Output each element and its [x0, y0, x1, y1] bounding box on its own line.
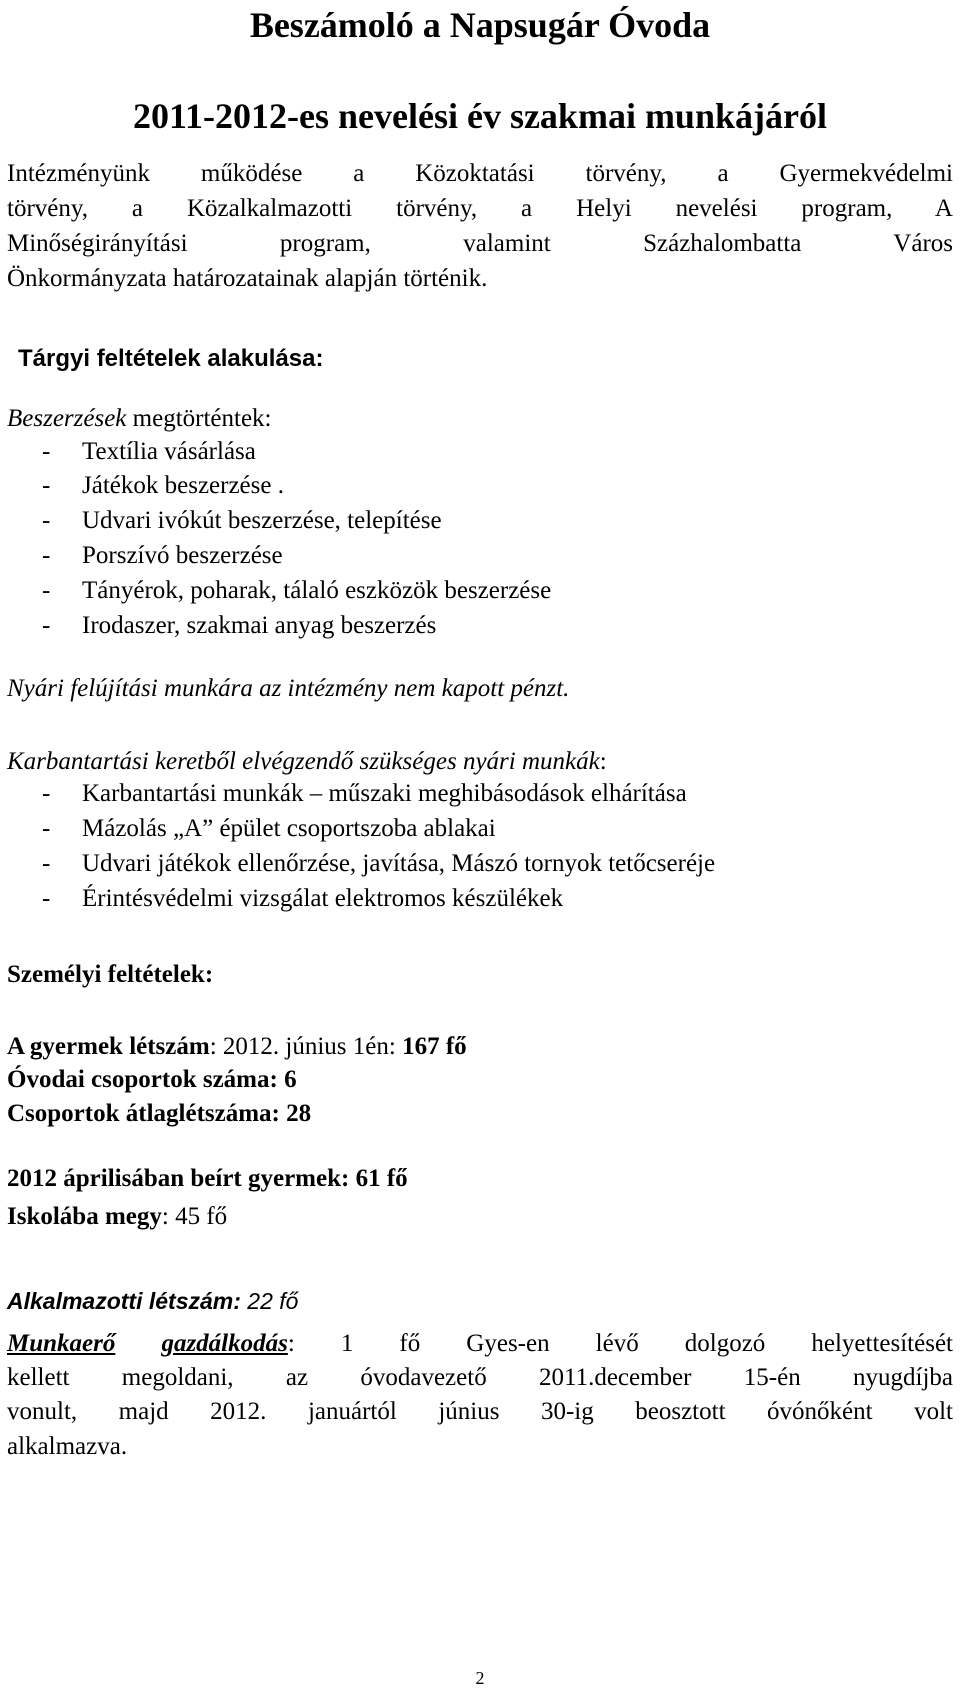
list-item: - Mázolás „A” épület csoportszoba ablakai: [42, 815, 496, 842]
list-item: - Karbantartási munkák – műszaki meghibásodások elhárítása: [42, 780, 687, 807]
enrolled-children: 2012 áprilisában beírt gyermek: 61 fő: [7, 1165, 408, 1192]
maintenance-label: Karbantartási keretből elvégzendő szükséges nyári munkák: [7, 748, 600, 775]
purchases-intro: [7, 402, 272, 436]
group-average: Csoportok átlaglétszáma: 28: [7, 1100, 312, 1127]
document-title: Beszámoló a Napsugár Óvoda: [249, 5, 711, 45]
children-count: A gyermek létszám: 2012. június 1én: 167 fő: [7, 1033, 467, 1060]
summer-note: Nyári felújítási munkára az intézmény nem kapott pénzt.: [7, 675, 570, 702]
staff-count: Alkalmazotti létszám: 22 fő: [7, 1288, 299, 1314]
purchases-label: Beszerzések: [7, 405, 127, 432]
list-item: - Textília vásárlása: [42, 438, 256, 465]
workforce-line-2: kellett megoldani, az óvodavezető 2011.december 15-én nyugdíjba: [7, 1364, 953, 1391]
school-leavers: Iskolába megy: 45 fő: [7, 1203, 228, 1230]
intro-line-2: törvény, a Közalkalmazotti törvény, a Helyi nevelési program, A: [7, 195, 953, 222]
group-count: Óvodai csoportok száma: 6: [7, 1066, 297, 1093]
workforce-line-1: Munkaerő gazdálkodás: 1 fő Gyes-en lévő dolgozó helyettesítését: [7, 1330, 953, 1357]
list-item: - Udvari játékok ellenőrzése, javítása, Mászó tornyok tetőcseréje: [42, 850, 716, 877]
list-item: - Játékok beszerzése .: [42, 472, 284, 499]
page-number: 2: [475, 1668, 485, 1688]
intro-line-1: Intézményünk működése a Közoktatási törvény, a Gyermekvédelmi: [7, 160, 953, 187]
workforce-line-3: vonult, majd 2012. januártól június 30-ig beosztott óvónőként volt: [7, 1398, 953, 1425]
intro-line-4: Önkormányzata határozatainak alapján történik.: [7, 265, 488, 292]
workforce-line-4: alkalmazva.: [7, 1433, 128, 1460]
list-item: - Udvari ivókút beszerzése, telepítése: [42, 507, 442, 534]
list-item: - Tányérok, poharak, tálaló eszközök beszerzése: [42, 577, 552, 604]
document-subtitle: 2011-2012-es nevelési év szakmai munkájáról: [133, 96, 827, 136]
maintenance-intro: Karbantartási keretből elvégzendő szükséges nyári munkák:: [7, 748, 607, 775]
purchases-rest: megtörténtek:: [126, 405, 272, 432]
list-item: - Irodaszer, szakmai anyag beszerzés: [42, 612, 437, 639]
list-item: - Érintésvédelmi vizsgálat elektromos készülékek: [42, 885, 564, 912]
material-heading: Tárgyi feltételek alakulása:: [18, 345, 324, 372]
list-item: - Porszívó beszerzése: [42, 542, 283, 569]
intro-line-3: Minőségirányítási program, valamint Százhalombatta Város: [7, 230, 953, 257]
personnel-heading: Személyi feltételek:: [7, 961, 214, 988]
